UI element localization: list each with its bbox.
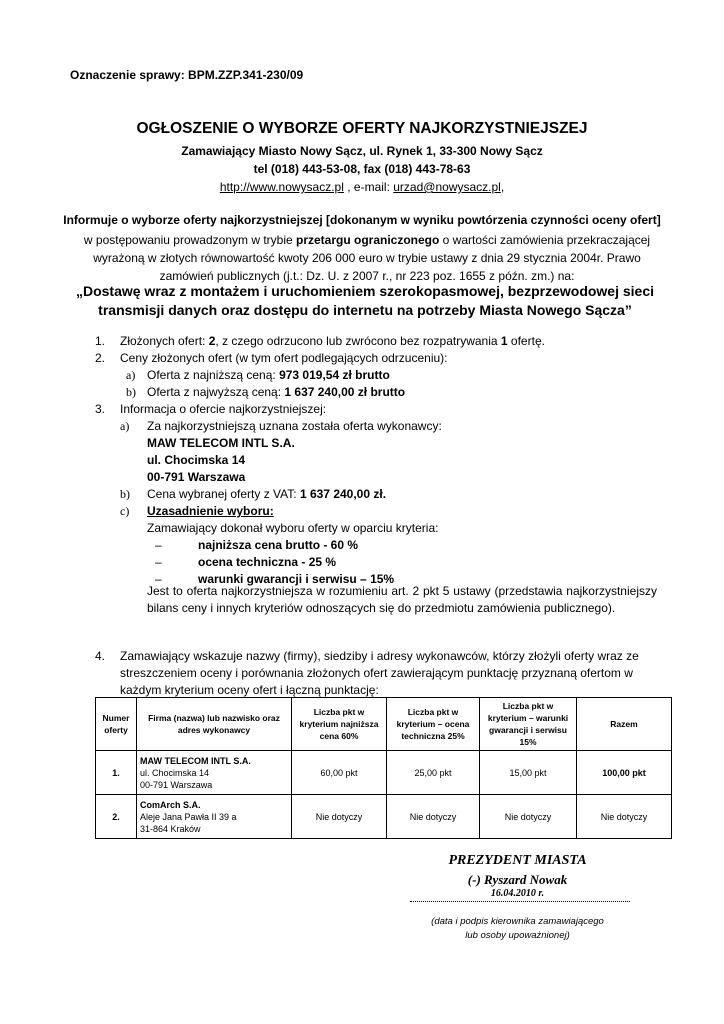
table-header-row xyxy=(96,698,672,751)
list-item: każdym kryterium oceny ofert i łączną punktację: xyxy=(120,683,379,697)
contract-subject: „Dostawę wraz z montażem i uruchomieniem szerokopasmowej, bezprzewodowej sieci transmisji danych oraz dostępu do internetu na potrzeby Miasta Nowego Sącza” xyxy=(75,283,655,318)
header-cell: Firma (nazwa) lub nazwisko oraz adres wykonawcy xyxy=(137,698,292,751)
justification-text: Jest to oferta najkorzystniejsza w rozumieniu art. 2 pkt 5 ustawy (przedstawia najkorzystniejszy bilans ceny i innych kryteriów odnoszących się do przedmiotu zamówienia publicznego). xyxy=(147,584,657,615)
page-title: OGŁOSZENIE O WYBORZE OFERTY NAJKORZYSTNIEJSZEJ xyxy=(136,120,588,137)
list-letter: b) xyxy=(120,487,130,501)
criterion-technical: ocena techniczna - 25 % xyxy=(198,555,337,569)
contact-web-email: http://www.nowysacz.pl , e-mail: urzad@nowysacz.pl, xyxy=(219,180,505,194)
technical-points: 25,00 pkt xyxy=(387,751,480,795)
list-item: streszczeniem oceny i porównania złożonych ofert zawierającym punktację przyznaną ofertom w xyxy=(120,666,633,680)
list-item: Ceny złożonych ofert (w tym ofert podlegających odrzuceniu): xyxy=(120,351,448,365)
list-number: 3. xyxy=(95,402,106,416)
email-link[interactable]: urzad@nowysacz.pl xyxy=(393,180,501,194)
warranty-points: 15,00 pkt xyxy=(480,751,577,795)
justification-heading: Uzasadnienie wyboru: xyxy=(147,504,274,518)
list-number: 2. xyxy=(95,351,106,365)
website-link[interactable]: http://www.nowysacz.pl xyxy=(219,180,344,194)
contractor-cell: MAW TELECOM INTL S.A. ul. Chocimska 14 00-791 Warszawa xyxy=(137,751,292,795)
intro-statement: Informuje o wyborze oferty najkorzystniejszej [dokonanym w wyniku powtórzenia czynności oceny ofert] xyxy=(63,213,661,227)
list-item: Złożonych ofert: 2, z czego odrzucono lub zwrócono bez rozpatrywania 1 ofertę. xyxy=(120,334,545,348)
criteria-intro: Zamawiający dokonał wyboru oferty w oparciu kryteria: xyxy=(147,521,439,535)
offer-number: 2. xyxy=(96,795,137,839)
list-letter: b) xyxy=(126,385,136,399)
list-letter: c) xyxy=(120,504,130,518)
technical-points: Nie dotyczy xyxy=(387,795,480,839)
table-row xyxy=(96,751,672,795)
table-row xyxy=(96,795,672,839)
total-points: 100,00 pkt xyxy=(577,751,672,795)
list-letter: a) xyxy=(120,419,130,433)
contracting-authority: Zamawiający Miasto Nowy Sącz, ul. Rynek 1, 33-300 Nowy Sącz xyxy=(181,144,543,158)
winner-name: MAW TELECOM INTL S.A. xyxy=(147,436,295,450)
signatory-name: (-) Ryszard Nowak xyxy=(467,872,568,887)
list-item: Oferta z najwyższą ceną: 1 637 240,00 zł brutto xyxy=(147,385,406,399)
header-cell: Liczba pkt w kryterium – warunki gwarancji i serwisu 15% xyxy=(480,698,577,751)
total-points: Nie dotyczy xyxy=(577,795,672,839)
list-item: Cena wybranej oferty z VAT: 1 637 240,00 zł. xyxy=(147,487,387,501)
signature-caption: lub osoby upoważnionej) xyxy=(465,930,570,941)
header-cell: Razem xyxy=(577,698,672,751)
criterion-warranty: warunki gwarancji i serwisu – 15% xyxy=(198,572,395,586)
list-item: Za najkorzystniejszą uznana została oferta wykonawcy: xyxy=(147,419,442,433)
offer-number: 1. xyxy=(96,751,137,795)
signature-date: 16.04.2010 r. xyxy=(490,888,545,899)
list-item: Informacja o ofercie najkorzystniejszej: xyxy=(120,402,327,416)
list-number: 4. xyxy=(95,649,106,663)
procedure-description: w postępowaniu prowadzonym w trybie przetargu ograniczonego o wartości zamówienia przekraczającej wyrażoną w złotych równowartość kwoty 206 000 euro w trybie ustawy z dnia 29 stycznia 2004r. Prawo zamówień publicznych (j.t.: Dz. U. z 2007 r., nr 223 poz. 1655 z późn. zm.) na: xyxy=(83,233,651,283)
signature-caption: (data i podpis kierownika zamawiającego xyxy=(431,916,604,927)
list-item: Zamawiający wskazuje nazwy (firmy), siedziby i adresy wykonawców, którzy złożyli oferty wraz ze xyxy=(120,649,639,663)
header-cell: Numer oferty xyxy=(96,698,137,751)
price-points: 60,00 pkt xyxy=(292,751,387,795)
criterion-price: najniższa cena brutto - 60 % xyxy=(198,538,359,552)
case-reference: Oznaczenie sprawy: BPM.ZZP.341-230/09 xyxy=(70,68,304,82)
signatory-role: PREZYDENT MIASTA xyxy=(448,853,587,868)
header-cell: Liczba pkt w kryterium najniższa cena 60% xyxy=(292,698,387,751)
winner-street: ul. Chocimska 14 xyxy=(147,453,246,467)
list-letter: a) xyxy=(126,368,136,382)
winner-city: 00-791 Warszawa xyxy=(147,470,246,484)
price-points: Nie dotyczy xyxy=(292,795,387,839)
dash: – xyxy=(155,572,162,586)
contact-phone-fax: tel (018) 443-53-08, fax (018) 443-78-63 xyxy=(253,162,471,176)
list-number: 1. xyxy=(95,334,106,348)
signature-line xyxy=(410,901,630,902)
warranty-points: Nie dotyczy xyxy=(480,795,577,839)
contractor-cell: ComArch S.A. Aleje Jana Pawła II 39 a 31-864 Kraków xyxy=(137,795,292,839)
header-cell: Liczba pkt w kryterium – ocena techniczna 25% xyxy=(387,698,480,751)
dash: – xyxy=(155,538,162,552)
dash: – xyxy=(155,555,162,569)
offers-table xyxy=(95,697,672,839)
list-item: Oferta z najniższą ceną: 973 019,54 zł brutto xyxy=(147,368,390,382)
